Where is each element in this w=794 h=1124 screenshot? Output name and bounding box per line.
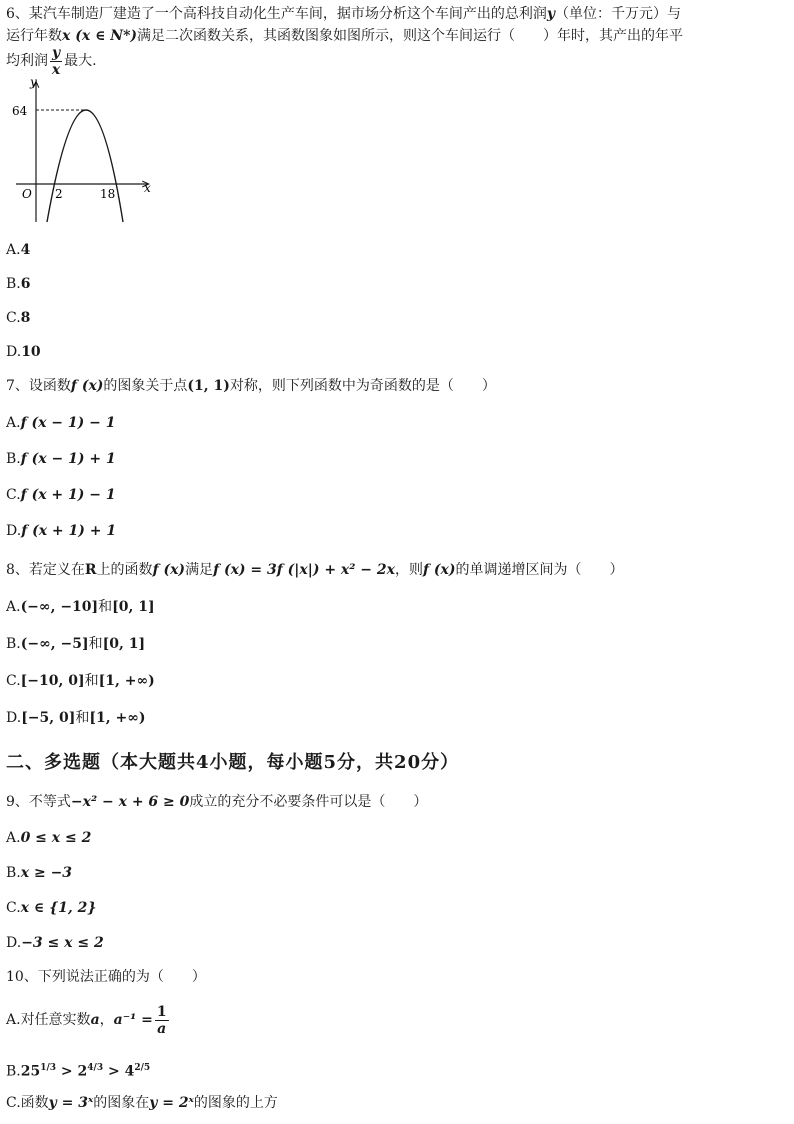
option-value: 6 (20, 276, 31, 292)
q10-a-fraction (155, 1004, 169, 1037)
and-word: 和 (88, 636, 103, 652)
q8-R: R (84, 562, 97, 578)
interval-2: [1, +∞) (89, 710, 146, 726)
q8-equation: f (x) = 3f (|x|) + x² − 2x (213, 562, 395, 578)
q10-b-base-2: 2 (77, 1063, 88, 1080)
option-letter: A. (6, 415, 21, 431)
option-letter: C. (6, 673, 21, 689)
q6-option-c (6, 308, 30, 328)
q10-c-func-2: y = 2ˣ (149, 1095, 194, 1111)
q6-line-2 (6, 26, 683, 46)
q6-text-2b: 满足二次函数关系，其函数图象如图所示，则这个车间运行（ ）年时，其产出的年平 (137, 28, 684, 44)
and-word: 和 (84, 673, 99, 689)
option-value: −3 ≤ x ≤ 2 (21, 935, 104, 951)
option-letter: B. (6, 1063, 21, 1080)
q6-line-3 (6, 44, 97, 78)
option-letter: B. (6, 276, 21, 292)
q10-a-frac-den: a (157, 1020, 167, 1037)
q10-a-sep: ， (99, 1012, 114, 1028)
option-letter: C. (6, 1095, 21, 1111)
interval-2: [0, 1] (112, 599, 155, 615)
q8-text-a: 8、若定义在 (6, 562, 85, 578)
option-letter: B. (6, 865, 21, 881)
q10-option-b (6, 1058, 150, 1082)
q8-option-d (6, 708, 146, 728)
option-letter: A. (6, 242, 21, 258)
q10-b-base-3: 4 (124, 1063, 135, 1080)
q8-fx: f (x) (152, 562, 186, 578)
option-letter: C. (6, 487, 21, 503)
option-value: x ∈ {1, 2} (20, 900, 97, 916)
q10-b-exp-2: 4/3 (87, 1063, 104, 1073)
q6-text-unit: （单位：千万元）与 (555, 6, 682, 22)
q9-text-b: 成立的充分不必要条件可以是（ ） (189, 794, 428, 810)
q6-option-a (6, 240, 30, 260)
option-value: 0 ≤ x ≤ 2 (20, 830, 92, 846)
q10-option-c (6, 1093, 278, 1113)
q8-text-c: 满足 (185, 562, 214, 578)
q10-c-func-1: y = 3ˣ (48, 1095, 94, 1111)
option-letter: A. (6, 1012, 21, 1028)
graph-x-label: x (144, 181, 151, 195)
q9-text-a: 9、不等式 (6, 794, 71, 810)
q7-text-c: 对称，则下列函数中为奇函数的是（ ） (229, 378, 496, 394)
q7-fx: f (x) (70, 378, 104, 394)
q10-c-text-a: 函数 (20, 1095, 49, 1111)
option-value: f (x + 1) + 1 (21, 523, 117, 539)
q10-b-exp-3: 2/5 (134, 1063, 151, 1073)
q7-option-b (6, 449, 116, 469)
q8-option-c (6, 671, 155, 691)
q6-text-3a: 均利润 (6, 53, 48, 69)
q7-option-c (6, 485, 116, 505)
q10-option-a (6, 1002, 171, 1038)
q10-b-base-1: 25 (20, 1063, 41, 1080)
q8-option-a (6, 597, 155, 617)
option-letter: A. (6, 599, 21, 615)
q6-option-d (6, 342, 41, 362)
graph-y-label: y (30, 76, 37, 89)
q10-a-frac-num: 1 (156, 1003, 167, 1020)
interval-1: (−∞, −10] (20, 599, 99, 615)
q10-a-text: 对任意实数 (20, 1012, 91, 1028)
option-letter: C. (6, 310, 21, 326)
q10-b-gt-2: > (103, 1063, 125, 1080)
q10-stem: 10、下列说法正确的为（ ） (6, 969, 206, 985)
q9-option-a (6, 828, 91, 848)
graph-tick-18: 18 (100, 187, 116, 201)
q6-text-2a: 运行年数 (6, 28, 62, 44)
q8-stem (6, 560, 623, 580)
option-value: f (x − 1) + 1 (20, 451, 116, 467)
graph-peak-label: 64 (12, 104, 28, 118)
q6-frac-den: x (51, 61, 61, 78)
q7-text-a: 7、设函数 (6, 378, 71, 394)
q6-text: 6、某汽车制造厂建造了一个高科技自动化生产车间，据市场分析这个车间产出的总利润 (6, 6, 547, 22)
q6-frac-num: y (52, 44, 61, 61)
option-value: f (x + 1) − 1 (20, 487, 116, 503)
q10-b-exp-1: 1/3 (40, 1063, 57, 1073)
option-letter: C. (6, 900, 21, 916)
interval-1: [−10, 0] (20, 673, 85, 689)
option-value: x ≥ −3 (20, 865, 73, 881)
q8-option-b (6, 634, 145, 654)
option-letter: A. (6, 830, 21, 846)
q7-text-b: 的图象关于点 (103, 378, 188, 394)
and-word: 和 (75, 710, 90, 726)
q7-point: (1, 1) (187, 378, 230, 394)
q7-stem (6, 376, 496, 396)
option-value: 4 (20, 242, 31, 258)
q8-text-b: 上的函数 (96, 562, 153, 578)
q10-c-text-b: 的图象在 (93, 1095, 150, 1111)
option-letter: D. (6, 523, 22, 539)
q8-text-d: ，则 (394, 562, 423, 578)
q10-a-var: a (90, 1012, 100, 1028)
interval-2: [0, 1] (102, 636, 146, 652)
option-letter: D. (6, 710, 22, 726)
option-value: 10 (21, 344, 41, 360)
q8-text-e: 的单调递增区间为（ ） (455, 562, 624, 578)
q6-parabola-graph (10, 76, 160, 226)
and-word: 和 (98, 599, 113, 615)
q7-option-a (6, 413, 116, 433)
q6-text-3b: 最大. (64, 53, 97, 69)
q10-a-lhs: a⁻¹ = (113, 1012, 153, 1028)
option-letter: B. (6, 636, 21, 652)
parabola-curve (47, 110, 123, 222)
q6-fraction-y-over-x (50, 45, 62, 78)
q9-stem (6, 792, 427, 812)
option-letter: B. (6, 451, 21, 467)
graph-origin-label: O (22, 187, 32, 201)
q6-var-y: y (546, 6, 556, 22)
q10-c-text-c: 的图象的上方 (193, 1095, 278, 1111)
q6-var-x-domain: x (x ∈ N*) (62, 28, 138, 44)
graph-tick-2: 2 (55, 187, 63, 201)
interval-2: [1, +∞) (98, 673, 155, 689)
q9-option-d (6, 933, 104, 953)
q9-option-c (6, 898, 96, 918)
section-2-heading: 二、多选题（本大题共4小题，每小题5分，共20分） (6, 752, 460, 773)
q10-b-gt-1: > (56, 1063, 78, 1080)
interval-1: (−∞, −5] (20, 636, 89, 652)
option-value: 8 (20, 310, 31, 326)
q6-option-b (6, 274, 31, 294)
q8-fx2: f (x) (422, 562, 456, 578)
interval-1: [−5, 0] (21, 710, 76, 726)
q9-option-b (6, 863, 72, 883)
q7-option-d (6, 521, 116, 541)
option-letter: D. (6, 344, 22, 360)
q6-line-1 (6, 4, 681, 24)
option-letter: D. (6, 935, 22, 951)
option-value: f (x − 1) − 1 (20, 415, 116, 431)
q9-inequality: −x² − x + 6 ≥ 0 (70, 794, 190, 810)
